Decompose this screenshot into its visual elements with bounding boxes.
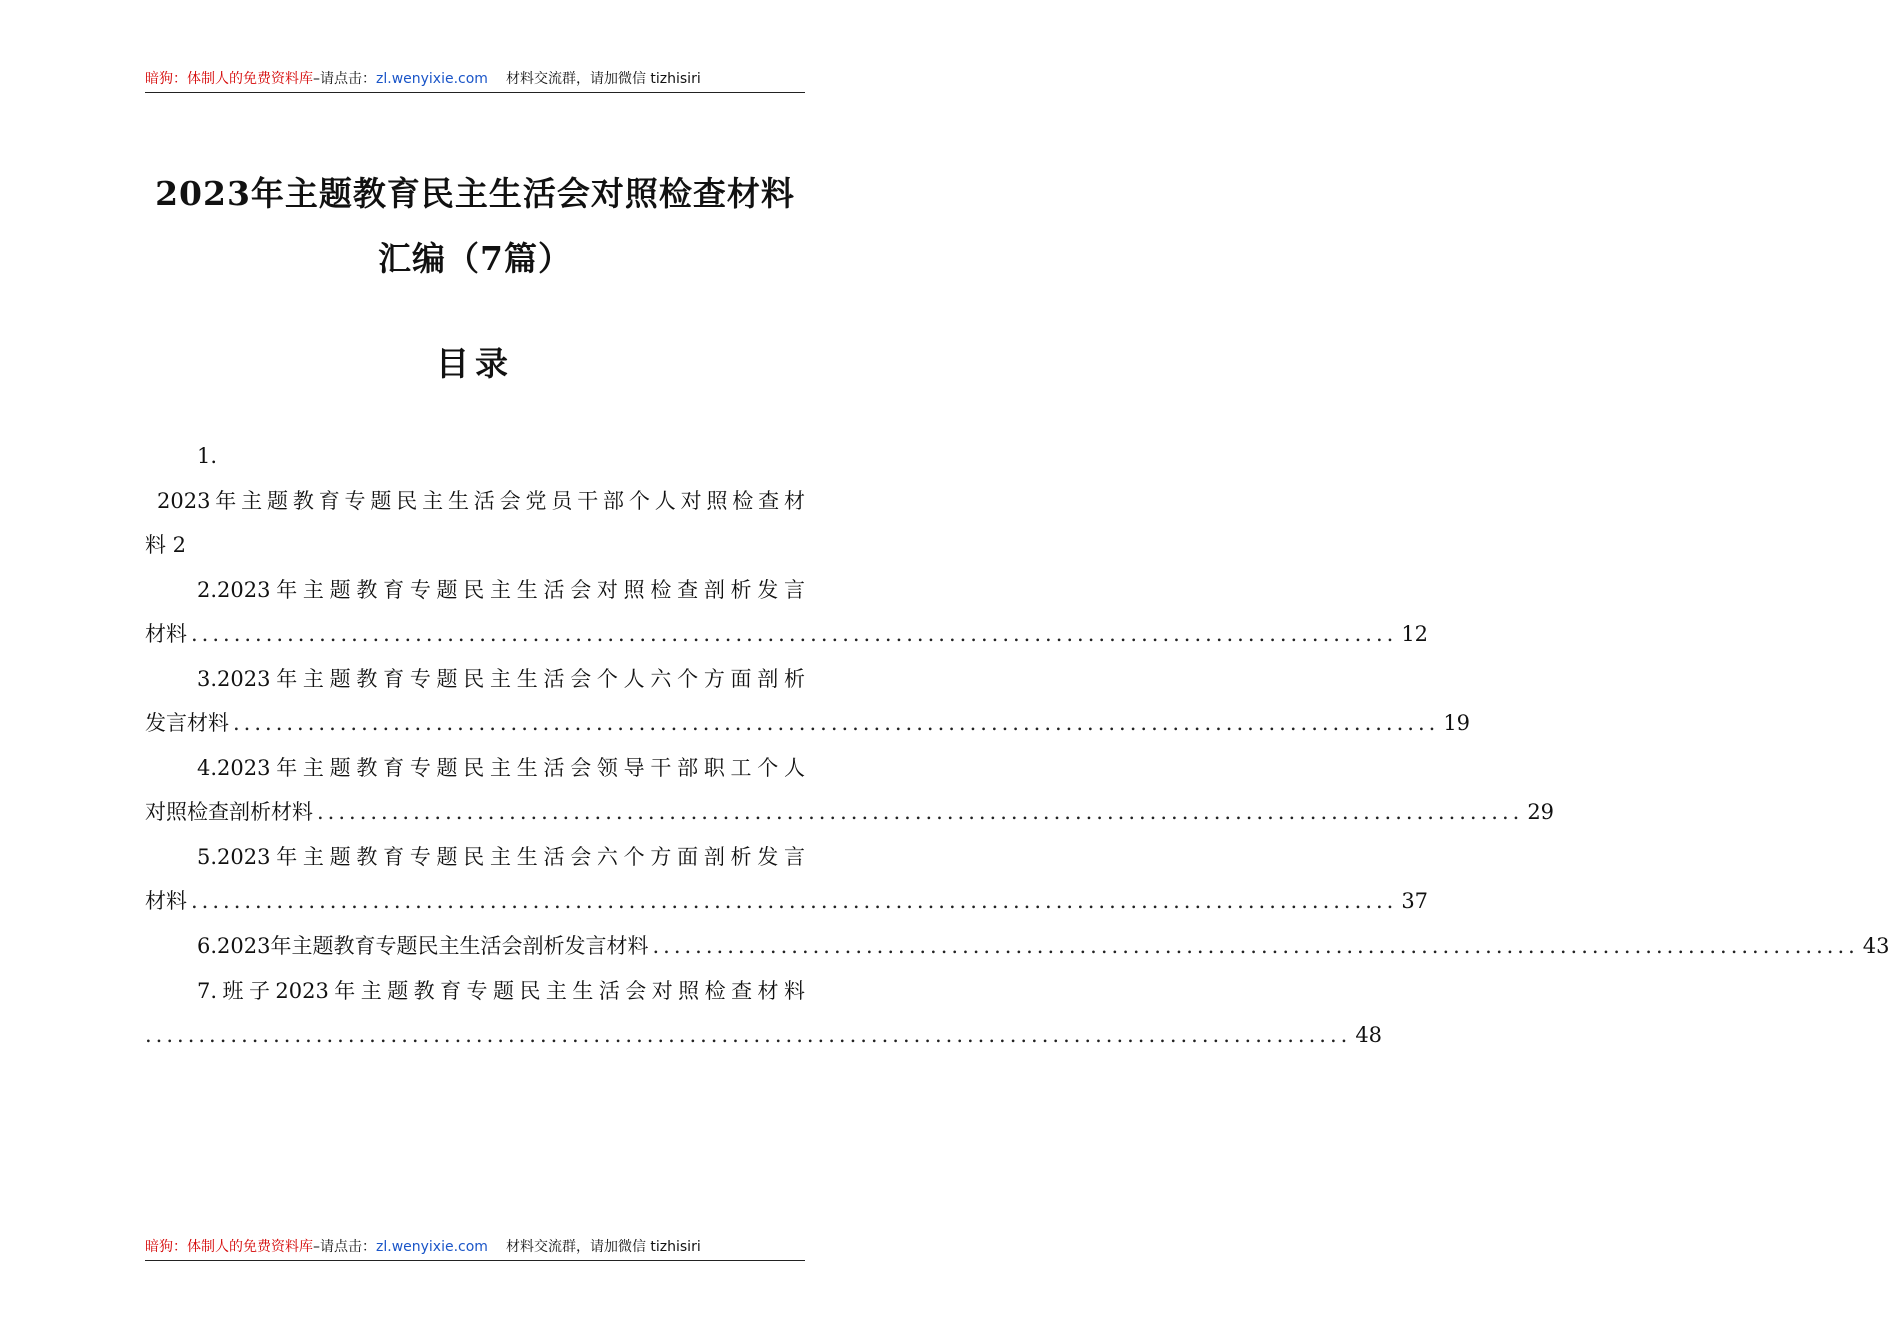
banner-click-prompt: –请点击： <box>313 1239 376 1255</box>
toc-entry-6-page: 43 <box>1862 934 1890 958</box>
toc-entry-3-line1[interactable]: 3.2023年主题教育专题民主生活会个人六个方面剖析 <box>197 667 805 691</box>
banner-site-name: 暗狗：体制人的免费资料库 <box>145 1239 313 1255</box>
toc-entry-6-line1[interactable]: 6.2023年主题教育专题民主生活会剖析发言材料 ................................................................................................................. 43 <box>197 931 805 961</box>
document-title-line2: 汇编（7篇） <box>378 239 572 278</box>
banner-click-prompt: –请点击： <box>313 71 376 87</box>
toc-entry-3-line2[interactable]: 发言材料 ................................................................................................................. 19 <box>145 708 805 738</box>
header-banner <box>145 68 805 93</box>
toc-entry-1-line1[interactable]: 2023年主题教育专题民主生活会党员干部个人对照检查材 <box>157 489 805 513</box>
toc-entry-2-page: 12 <box>1401 622 1429 646</box>
banner-url-link[interactable]: zl.wenyixie.com <box>376 1239 488 1255</box>
toc-heading: 目录 <box>436 344 514 383</box>
toc-entry-7-page: 48 <box>1355 1023 1383 1047</box>
toc-entry-3-page: 19 <box>1443 711 1471 735</box>
document-title-line1: 2023年主题教育民主生活会对照检查材料 <box>155 174 795 213</box>
toc-entry-4-line2[interactable]: 对照检查剖析材料 ................................................................................................................. 29 <box>145 797 805 827</box>
toc-entry-2-line1[interactable]: 2.2023年主题教育专题民主生活会对照检查剖析发言 <box>197 578 805 602</box>
toc-entry-7-line1[interactable]: 7.班子2023年主题教育专题民主生活会对照检查材料 <box>197 979 805 1003</box>
toc-entry-7-line2[interactable] <box>145 1020 1383 1050</box>
banner-contact: 材料交流群，请加微信 tizhisiri <box>505 1239 701 1255</box>
toc-entry-1-line2[interactable]: 料 2 <box>145 533 187 557</box>
dot-leader: ................................................................................................................. <box>145 1023 1352 1047</box>
dot-leader: ................................................................................................................. <box>233 711 1440 735</box>
toc-entry-4-page: 29 <box>1527 800 1555 824</box>
dot-leader: ................................................................................................................. <box>317 800 1524 824</box>
toc-entry-1-number[interactable]: 1. <box>197 444 218 468</box>
banner-contact: 材料交流群，请加微信 tizhisiri <box>505 71 701 87</box>
toc-entry-5-line1[interactable]: 5.2023年主题教育专题民主生活会六个方面剖析发言 <box>197 845 805 869</box>
footer-banner <box>145 1236 805 1261</box>
banner-url-link[interactable]: zl.wenyixie.com <box>376 71 488 87</box>
toc-entry-4-line1[interactable]: 4.2023年主题教育专题民主生活会领导干部职工个人 <box>197 756 805 780</box>
toc-entry-5-line2[interactable]: 材料 ................................................................................................................. 37 <box>145 886 805 916</box>
dot-leader: ................................................................................................................. <box>191 622 1398 646</box>
dot-leader: ................................................................................................................. <box>652 934 1859 958</box>
toc-entry-5-page: 37 <box>1401 889 1429 913</box>
banner-site-name: 暗狗：体制人的免费资料库 <box>145 71 313 87</box>
dot-leader: ................................................................................................................. <box>191 889 1398 913</box>
toc-entry-2-line2[interactable]: 材料 ................................................................................................................. 12 <box>145 619 805 649</box>
